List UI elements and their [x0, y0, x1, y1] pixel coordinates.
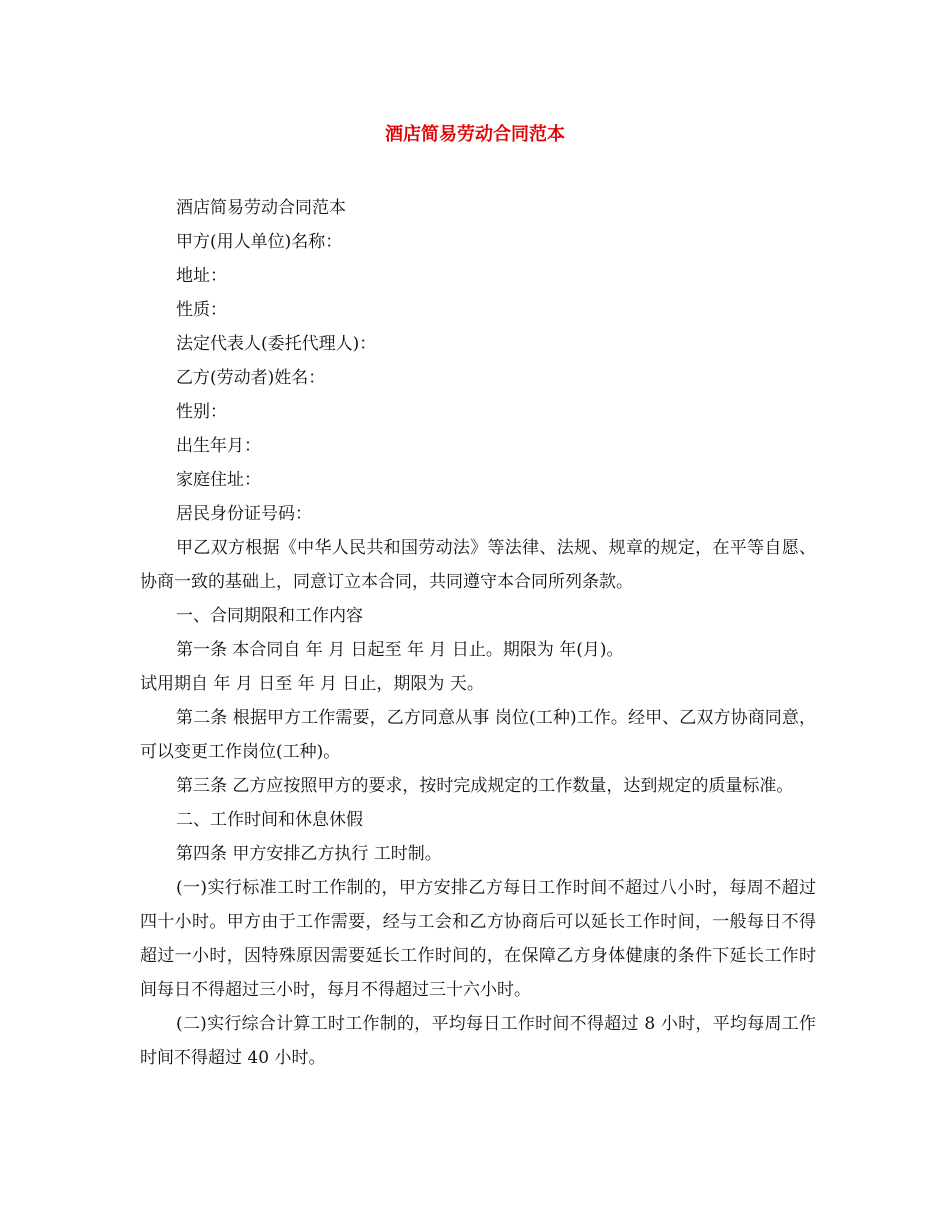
- field-party-a-name: 甲方(用人单位)名称：: [176, 232, 343, 252]
- field-address: 地址：: [176, 266, 227, 286]
- field-id-number: 居民身份证号码：: [176, 504, 312, 524]
- article-1: 第一条 本合同自 年 月 日起至 年 月 日止。期限为 年(月)。: [176, 640, 624, 660]
- section-1-heading: 一、合同期限和工作内容: [176, 606, 363, 626]
- clause-1: (一)实行标准工时工作制的，甲方安排乙方每日工作时间不超过八小时，每周不超过四十小时。甲方由于工作需要，经与工会和乙方协商后可以延长工作时间，一般每日不得超过一小时，因特殊原因需要延长工作时间的，在保障乙方身体健康的条件下延长工作时间每日不得超过三小时，每月不得超过三十六小时。: [140, 878, 816, 1000]
- intro-paragraph: 甲乙双方根据《中华人民共和国劳动法》等法律、法规、规章的规定，在平等自愿、协商一致的基础上，同意订立本合同，共同遵守本合同所列条款。: [140, 538, 816, 592]
- article-4: 第四条 甲方安排乙方执行 工时制。: [176, 844, 442, 864]
- document-body: [140, 191, 816, 1075]
- field-legal-representative: 法定代表人(委托代理人)：: [176, 334, 377, 354]
- article-2: 第二条 根据甲方工作需要，乙方同意从事 岗位(工种)工作。经甲、乙双方协商同意，可以变更工作岗位(工种)。: [140, 708, 816, 762]
- document-title: 酒店简易劳动合同范本: [385, 124, 565, 145]
- section-2-heading: 二、工作时间和休息休假: [176, 810, 363, 830]
- article-3: 第三条 乙方应按照甲方的要求，按时完成规定的工作数量，达到规定的质量标准。: [176, 776, 794, 796]
- probation-period: 试用期自 年 月 日至 年 月 日止，期限为 天。: [140, 674, 484, 694]
- field-home-address: 家庭住址：: [176, 470, 261, 490]
- field-nature: 性质：: [176, 300, 227, 320]
- field-gender: 性别：: [176, 402, 227, 422]
- clause-2: (二)实行综合计算工时工作制的，平均每日工作时间不得超过 8 小时，平均每周工作时间不得超过 40 小时。: [140, 1014, 816, 1068]
- field-party-b-name: 乙方(劳动者)姓名：: [176, 368, 326, 388]
- contract-heading: 酒店简易劳动合同范本: [176, 198, 346, 218]
- field-birth-date: 出生年月：: [176, 436, 261, 456]
